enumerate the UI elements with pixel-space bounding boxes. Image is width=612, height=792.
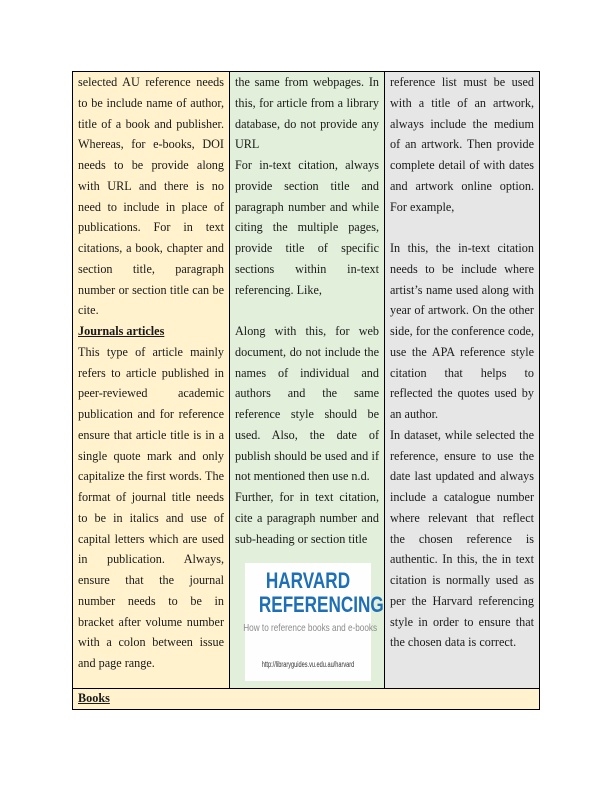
column-artwork-dataset	[385, 72, 539, 688]
web-document-paragraph: Along with this, for web document, do not include the names of individual and authors and the same reference style should be used. Also, the date of publish should be used and if not mentioned then use n.d.	[235, 324, 379, 484]
column-web-sources	[230, 72, 385, 688]
image-url: http://libraryguides.vu.edu.au/harvard	[261, 660, 355, 670]
dataset-paragraph: In dataset, while selected the reference, ensure to use the date last updated and always include a catalogue number where relevant that reflect the chosen reference is authentic. In this, the in text citation is normally used as per the Harvard referencing style in order to ensure that the chosen data is correct.	[390, 427, 534, 650]
table-row-books	[73, 689, 539, 709]
journals-articles-heading: Journals articles	[78, 324, 165, 338]
harvard-referencing-image	[243, 563, 384, 681]
webpages-paragraph: the same from webpages. In this, for article from a library database, do not provide any URL	[235, 75, 379, 152]
further-citation-paragraph: Further, for in text citation, cite a paragraph number and sub-heading or section title	[235, 490, 379, 546]
reference-table	[72, 71, 540, 710]
image-title-line1: HARVARD	[265, 568, 351, 594]
image-subtitle: How to reference books and e-books	[243, 622, 378, 635]
artwork-citation-paragraph: In this, the in-text citation needs to be include where artist’s name used along with year of artwork. On the other side, for the conference code, use the APA reference style citation that helps to reflected the quotes used by an author.	[390, 241, 534, 421]
books-paragraph: selected AU reference needs to be include name of author, title of a book and publisher. Whereas, for e-books, DOI needs to be provide along with URL and there is no need to include in place of publications. For in text citations, a book, chapter and section title, paragraph number or section title can be cite.	[78, 75, 224, 318]
spacer	[235, 300, 379, 321]
spacer	[390, 217, 534, 238]
in-text-citation-paragraph: For in-text citation, always provide section title and paragraph number and while citing the multiple pages, provide title of specific sections within in-text referencing. Like,	[235, 158, 379, 297]
artwork-paragraph: reference list must be used with a title of an artwork, always include the medium of an artwork. Then provide complete detail of with dates and artwork online option. For example,	[390, 75, 534, 214]
books-heading: Books	[78, 691, 110, 705]
table-row-content	[73, 72, 539, 689]
image-title-line2: REFERENCING	[258, 592, 384, 618]
journals-paragraph: This type of article mainly refers to article published in peer-reviewed academic publication and for reference ensure that article title is in a single quote mark and only capitalize the first words. The format of journal title needs to be in italics and use of capital letters which are used in publication. Always, ensure that the journal number needs to be in bracket after volume number with a colon between issue and page range.	[78, 344, 224, 670]
column-books-journals	[73, 72, 230, 688]
